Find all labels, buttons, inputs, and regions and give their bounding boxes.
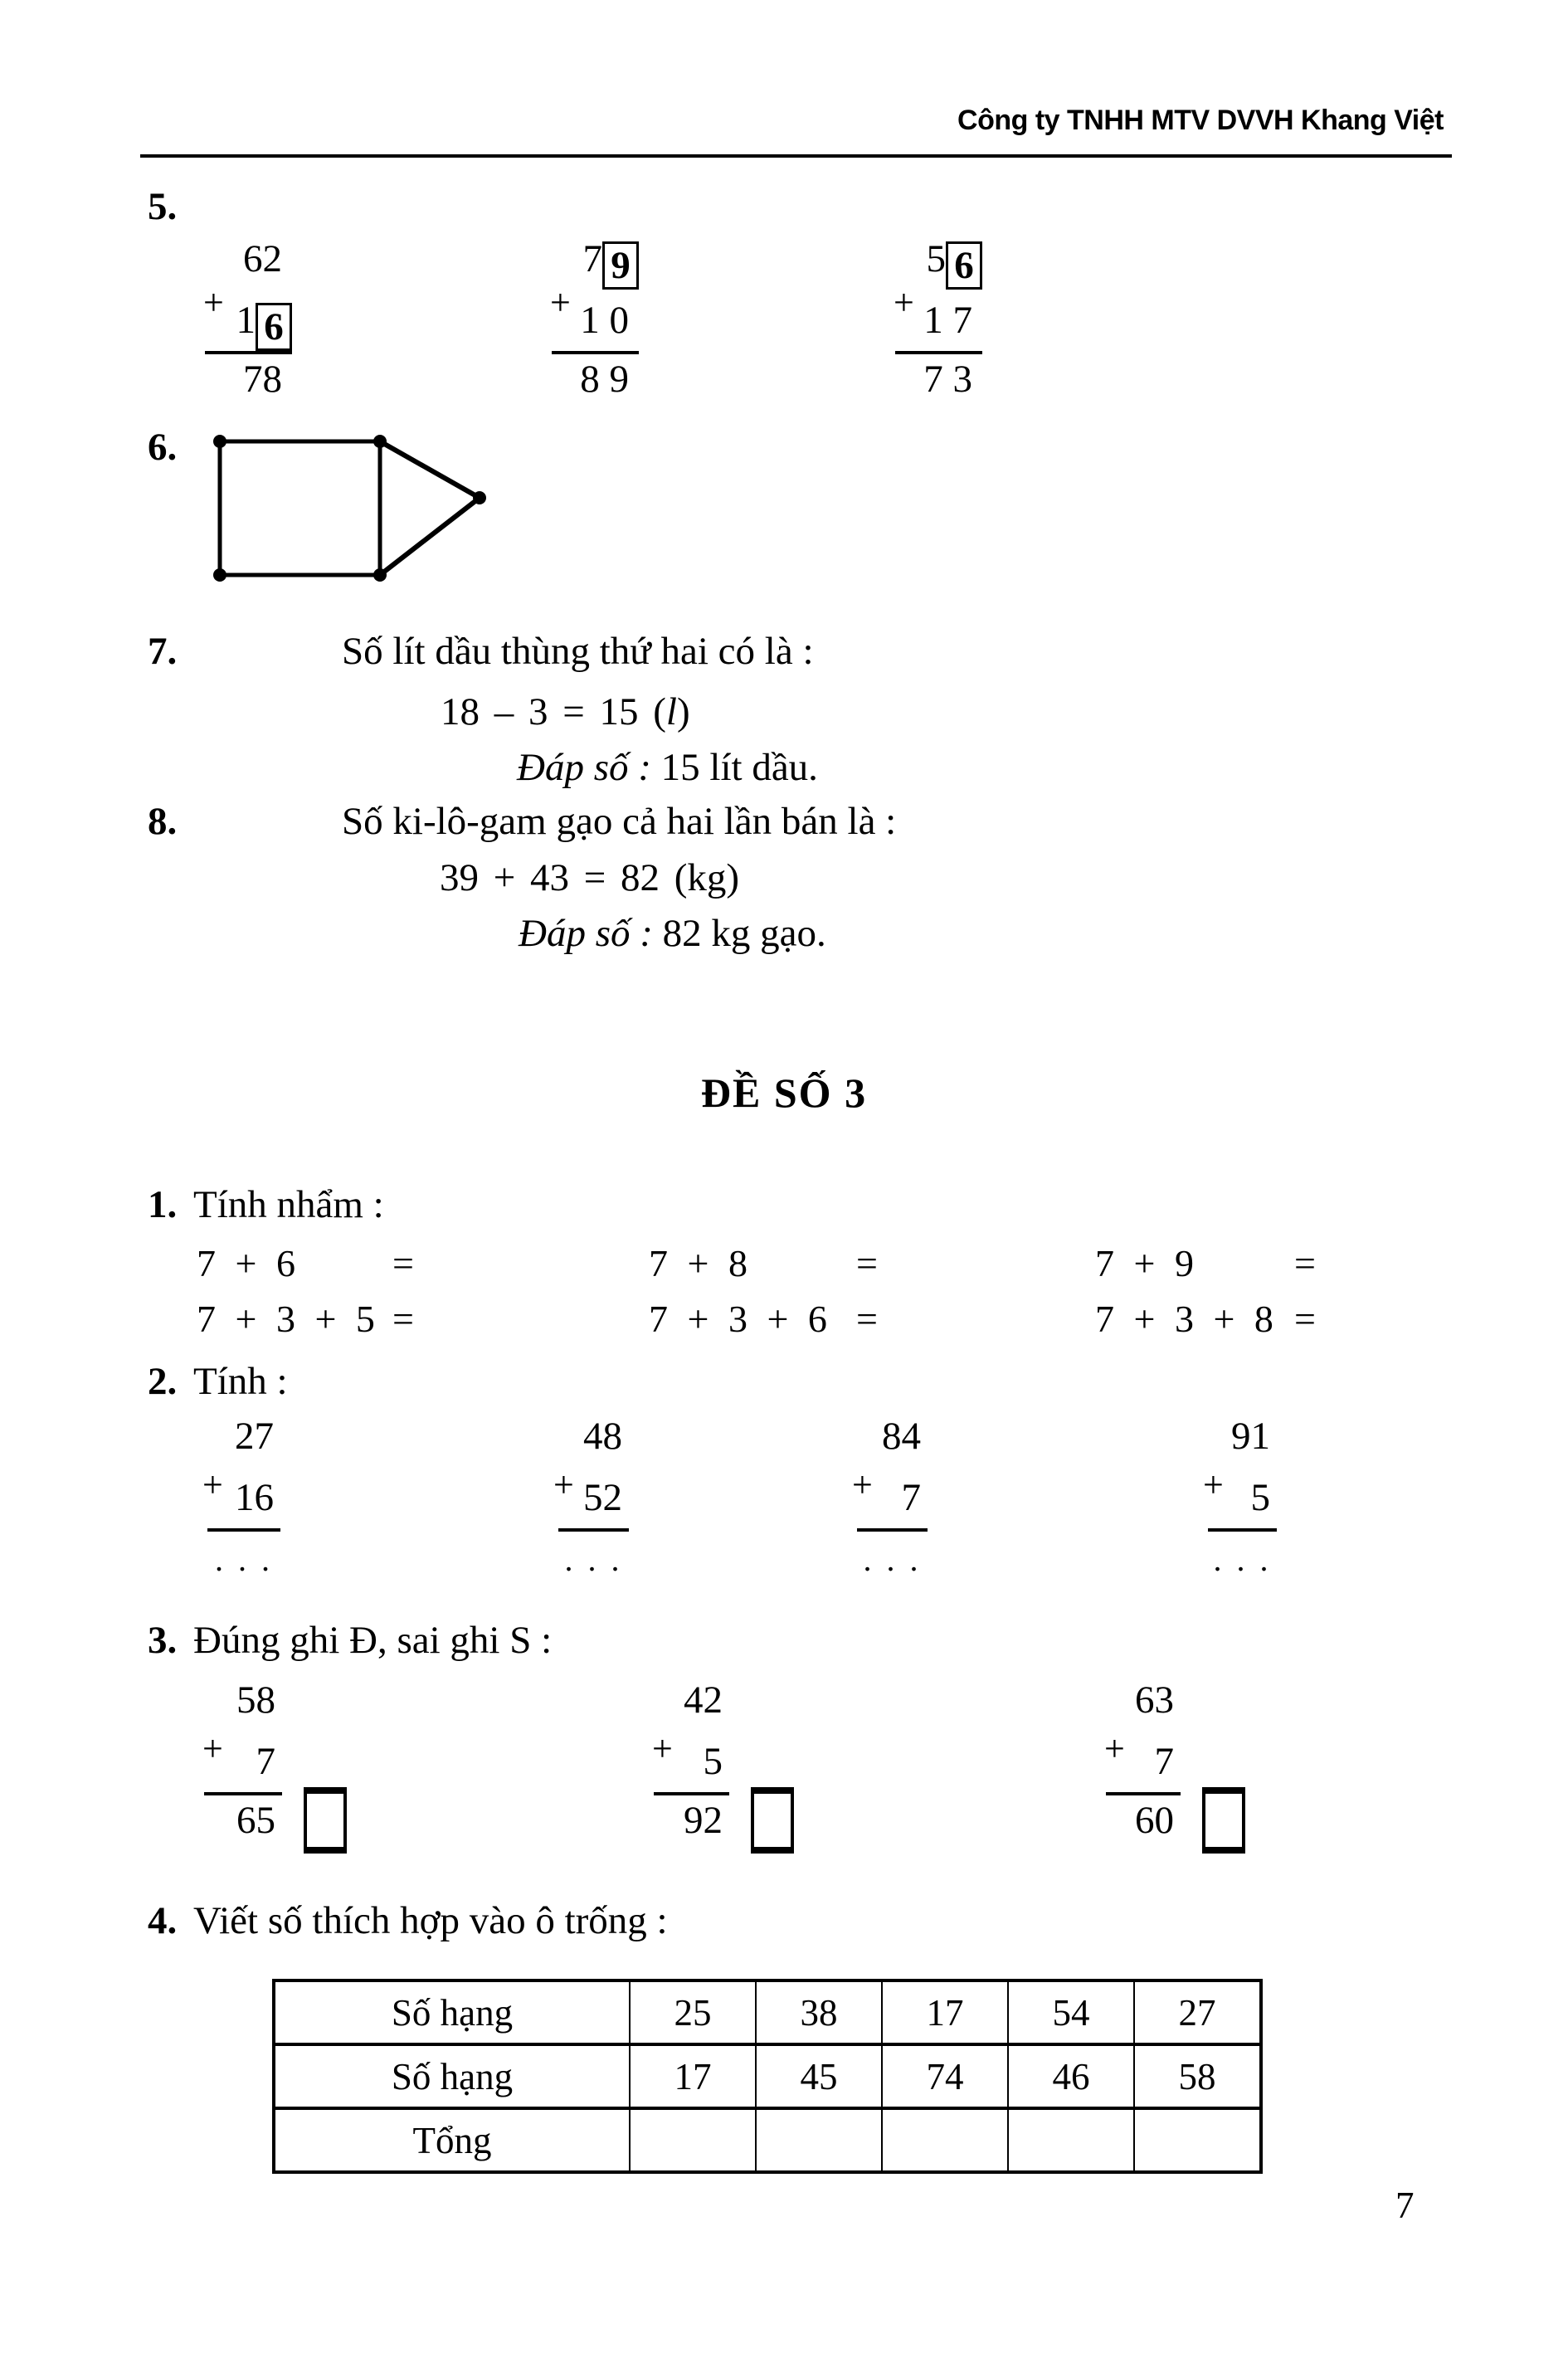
- problem7-statement: Số lít dầu thùng thứ hai có là :: [342, 630, 814, 673]
- addend-top: 48: [583, 1415, 622, 1458]
- task1-label: 1.: [148, 1183, 178, 1226]
- page-number: 7: [1395, 2185, 1415, 2226]
- equals-sign: =: [392, 1298, 414, 1340]
- task1-expression: 7 + 3 + 5: [197, 1298, 375, 1340]
- equals-sign: =: [856, 1298, 878, 1340]
- task3-addition-2: [654, 1669, 729, 1845]
- task2-title: Tính :: [193, 1360, 288, 1403]
- row-label: Số hạng: [274, 2044, 630, 2108]
- boxed-digit: 6: [946, 241, 982, 290]
- problem5-addition-3: [889, 228, 982, 404]
- table-row: [274, 2108, 1261, 2172]
- sum-rule: [1208, 1528, 1277, 1532]
- plus-sign: +: [1203, 1464, 1224, 1505]
- plus-sign: +: [652, 1728, 673, 1769]
- answer-check-box: [751, 1787, 794, 1854]
- addend-top: 7 9: [546, 228, 639, 290]
- table-cell: 45: [756, 2044, 882, 2108]
- addend-top: 42: [684, 1678, 723, 1722]
- sum-value: 92: [684, 1799, 723, 1842]
- task3-label: 3.: [148, 1619, 178, 1662]
- equals-sign: =: [856, 1242, 878, 1284]
- section-title: ĐỀ SỐ 3: [700, 1069, 868, 1116]
- problem8-label: 8.: [148, 800, 178, 843]
- plus-sign: +: [550, 282, 571, 323]
- addend-bottom: 1 6: [199, 290, 292, 351]
- answer-text: 82 kg gạo.: [662, 912, 826, 955]
- problem7-answer: [517, 745, 818, 790]
- problem8-equation: 39 + 43 = 82 (kg): [440, 856, 740, 899]
- task3-addition-3: [1106, 1669, 1181, 1845]
- sum-value: 78: [243, 358, 282, 401]
- plus-sign: +: [202, 1464, 223, 1505]
- task2-addition-3: [852, 1405, 928, 1578]
- task1-title: Tính nhẩm :: [193, 1183, 384, 1226]
- answer-check-box: [304, 1787, 347, 1854]
- sum-rule: [207, 1528, 280, 1532]
- answer-text: 15 lít dầu.: [660, 746, 818, 789]
- row-label: Số hạng: [274, 1980, 630, 2044]
- table-row: [274, 2044, 1261, 2108]
- problem7-label: 7.: [148, 630, 178, 673]
- answer-dots: . . .: [1213, 1541, 1272, 1578]
- table-cell: 17: [630, 2044, 756, 2108]
- empty-cell: [630, 2108, 756, 2172]
- addend-top: 62: [243, 237, 282, 280]
- addend-top: 84: [882, 1415, 921, 1458]
- empty-cell: [1008, 2108, 1134, 2172]
- task1-expression: 7 + 9: [1095, 1242, 1194, 1284]
- answer-label: Đáp số :: [519, 912, 653, 955]
- addend-bottom: 5: [1250, 1476, 1270, 1519]
- boxed-digit: 6: [256, 303, 292, 351]
- addend-bottom: 7: [901, 1476, 921, 1519]
- empty-cell: [1134, 2108, 1261, 2172]
- table-cell: 25: [630, 1980, 756, 2044]
- row-label: Tổng: [274, 2108, 630, 2172]
- answer-dots: . . .: [215, 1541, 273, 1578]
- empty-cell: [882, 2108, 1008, 2172]
- addend-top: 91: [1231, 1415, 1270, 1458]
- problem6-label: 6.: [148, 426, 178, 469]
- plus-sign: +: [202, 1728, 223, 1769]
- task1-expression: 7 + 3 + 8: [1095, 1298, 1273, 1340]
- equals-sign: =: [1294, 1242, 1316, 1284]
- task4-label: 4.: [148, 1899, 178, 1942]
- task2-addition-4: [1203, 1405, 1277, 1578]
- task1-expression: 7 + 8: [649, 1242, 747, 1284]
- plus-sign: +: [553, 1464, 574, 1505]
- sum-value: 65: [236, 1799, 275, 1842]
- problem5-addition-2: [546, 228, 639, 404]
- table-cell: 58: [1134, 2044, 1261, 2108]
- sum-rule: [857, 1528, 928, 1532]
- addend-bottom: 52: [583, 1476, 622, 1519]
- plus-sign: +: [1104, 1728, 1125, 1769]
- table-cell: 17: [882, 1980, 1008, 2044]
- addends-sum-table: [272, 1979, 1263, 2174]
- answer-check-box: [1202, 1787, 1245, 1854]
- problem5-label: 5.: [148, 185, 178, 228]
- addend-top: 27: [235, 1415, 274, 1458]
- problem8-answer: [519, 911, 826, 956]
- task1-expression: 7 + 3 + 6: [649, 1298, 827, 1340]
- task3-title: Đúng ghi Đ, sai ghi S :: [193, 1619, 553, 1662]
- problem5-addition-1: [199, 228, 292, 404]
- task4-title: Viết số thích hợp vào ô trống :: [193, 1899, 668, 1942]
- addend-top: 58: [236, 1678, 275, 1722]
- sum-value: 8 9: [580, 358, 629, 401]
- task2-addition-2: [553, 1405, 629, 1578]
- boxed-digit: 9: [602, 241, 639, 290]
- table-cell: 74: [882, 2044, 1008, 2108]
- header-company-name: Công ty TNHH MTV DVVH Khang Việt: [957, 105, 1444, 136]
- equals-sign: =: [392, 1242, 414, 1284]
- task2-addition-1: [202, 1405, 280, 1578]
- task1-expression: 7 + 6: [197, 1242, 295, 1284]
- addend-bottom: 7: [1154, 1740, 1174, 1783]
- problem7-equation: 18 – 3 = 15 (l): [441, 690, 690, 733]
- pentagon-shape-figure: [206, 425, 496, 591]
- unit-litre: l: [665, 690, 677, 733]
- task2-label: 2.: [148, 1360, 178, 1403]
- table-row: [274, 1980, 1261, 2044]
- plus-sign: +: [203, 282, 224, 323]
- task3-addition-1: [204, 1669, 282, 1845]
- plus-sign: +: [852, 1464, 873, 1505]
- sum-rule: [558, 1528, 629, 1532]
- equals-sign: =: [1294, 1298, 1316, 1340]
- addend-bottom: 1 7: [923, 299, 972, 342]
- addend-top: 5 6: [889, 228, 982, 290]
- addend-bottom: 7: [256, 1740, 275, 1783]
- empty-cell: [756, 2108, 882, 2172]
- addend-top: 63: [1135, 1678, 1174, 1722]
- plus-sign: +: [894, 282, 914, 323]
- answer-dots: . . .: [564, 1541, 623, 1578]
- answer-dots: . . .: [863, 1541, 922, 1578]
- table-cell: 27: [1134, 1980, 1261, 2044]
- sum-value: 7 3: [923, 358, 972, 401]
- addend-bottom: 5: [703, 1740, 723, 1783]
- table-cell: 46: [1008, 2044, 1134, 2108]
- addend-bottom: 1 0: [580, 299, 629, 342]
- header-rule: [140, 154, 1452, 158]
- table-cell: 38: [756, 1980, 882, 2044]
- addend-bottom: 16: [235, 1476, 274, 1519]
- problem8-statement: Số ki-lô-gam gạo cả hai lần bán là :: [342, 800, 897, 843]
- sum-value: 60: [1135, 1799, 1174, 1842]
- answer-label: Đáp số :: [517, 746, 651, 789]
- table-cell: 54: [1008, 1980, 1134, 2044]
